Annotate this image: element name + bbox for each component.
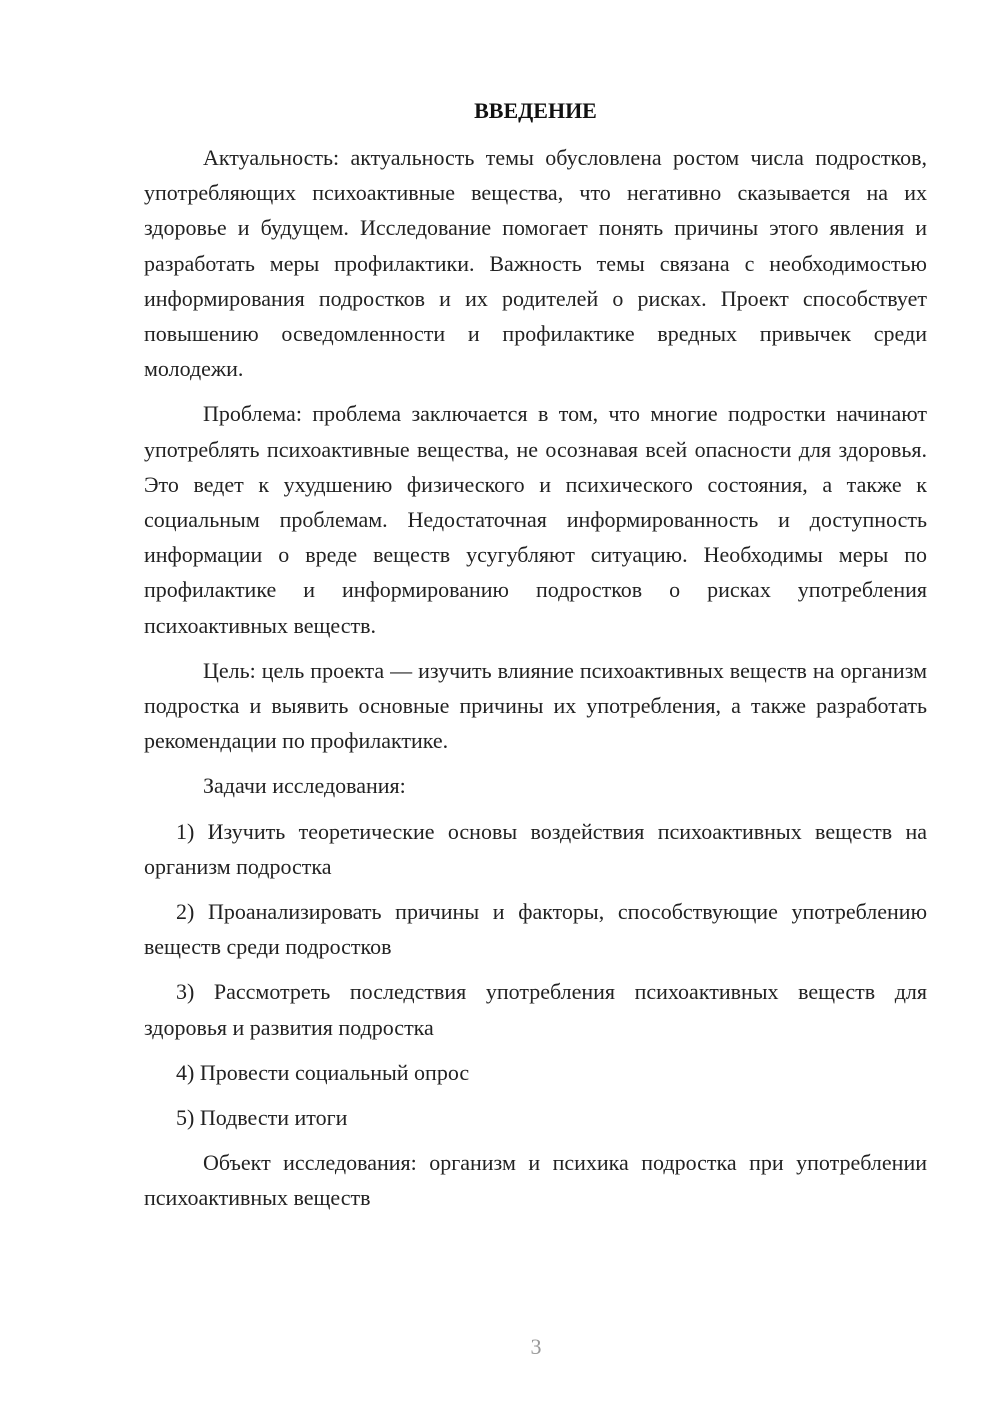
goal-paragraph: Цель: цель проекта — изучить влияние психоактивных веществ на организм подростка и выявить основные причины их употребления, а также разработать рекомендации по профилактике. xyxy=(144,657,927,754)
task-item-5: 5) Подвести итоги xyxy=(176,1105,348,1131)
section-heading: ВВЕДЕНИЕ xyxy=(474,98,597,123)
task-item-3: 3) Рассмотреть последствия употребления психоактивных веществ для здоровья и развития подростка xyxy=(144,979,927,1040)
task-item-1: 1) Изучить теоретические основы воздействия психоактивных веществ на организм подростка xyxy=(144,818,927,879)
problem-paragraph: Проблема: проблема заключается в том, что многие подростки начинают употреблять психоактивные вещества, не осознавая всей опасности для здоровья. Это ведет к ухудшению физического и психического состояния, а также к социальным проблемам. Недостаточная информированность и доступность информации о вреде веществ усугубляют ситуацию. Необходимы меры по профилактике и информированию подростков о рисках употребления психоактивных веществ. xyxy=(144,401,927,638)
tasks-heading: Задачи исследования: xyxy=(203,773,406,799)
page-number: 3 xyxy=(530,1334,542,1359)
relevance-paragraph: Актуальность: актуальность темы обусловлена ростом числа подростков, употребляющих психоактивные вещества, что негативно сказывается на их здоровье и будущем. Исследование помогает понять причины этого явления и разработать меры профилактики. Важность темы связана с необходимостью информирования подростков и их родителей о рисках. Проект способствует повышению осведомленности и профилактике вредных привычек среди молодежи. xyxy=(144,145,927,382)
object-paragraph: Объект исследования: организм и психика подростка при употреблении психоактивных веществ xyxy=(144,1150,927,1211)
page-content xyxy=(144,96,927,1226)
task-item-4: 4) Провести социальный опрос xyxy=(176,1059,470,1085)
task-item-2: 2) Проанализировать причины и факторы, способствующие употреблению веществ среди подростков xyxy=(144,899,927,960)
